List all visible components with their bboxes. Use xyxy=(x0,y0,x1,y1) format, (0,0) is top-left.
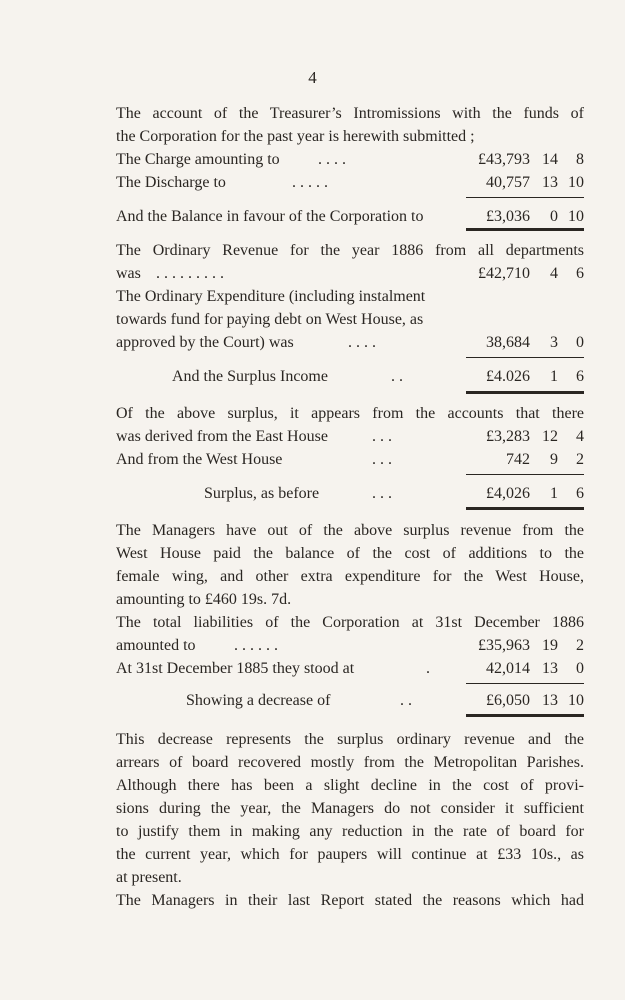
text-line: amounting to £460 19s. 7d. xyxy=(116,591,292,608)
expenditure-pence: 0 xyxy=(576,334,584,351)
charge-pence: 8 xyxy=(576,151,584,168)
charge-row xyxy=(116,149,584,171)
double-rule xyxy=(466,714,584,717)
west-pounds: 742 xyxy=(506,451,530,468)
derived-row xyxy=(116,426,584,448)
surplus-shillings: 1 xyxy=(550,368,558,385)
derived-dots: . . . xyxy=(372,428,392,445)
west-pence: 2 xyxy=(576,451,584,468)
text-line: the Corporation for the past year is herewith submitted ; xyxy=(116,128,475,145)
prior-pounds: 42,014 xyxy=(486,660,530,677)
text-line: The Ordinary Revenue for the year 1886 from all departments xyxy=(116,242,584,259)
surplus2-dots: . . . xyxy=(372,485,392,502)
expenditure-label: approved by the Court) was xyxy=(116,334,294,351)
discharge-shillings: 13 xyxy=(542,174,558,191)
prior-label: At 31st December 1885 they stood at xyxy=(116,660,355,677)
text-line: the current year, which for paupers will continue at £33 10s., as xyxy=(116,846,584,863)
surplus-label: And the Surplus Income xyxy=(172,368,328,385)
derived-pence: 4 xyxy=(576,428,584,445)
charge-label: The Charge amounting to xyxy=(116,151,280,168)
surplus2-row xyxy=(116,483,584,505)
double-rule xyxy=(466,391,584,394)
balance-pounds: £3,036 xyxy=(486,208,530,225)
text-line: The Managers in their last Report stated the reasons which had xyxy=(116,892,584,909)
balance-pence: 10 xyxy=(568,208,584,225)
surplus-pence: 6 xyxy=(576,368,584,385)
text-line: sions during the year, the Managers do not consider it sufficient xyxy=(116,800,584,817)
expenditure-dots: . . . . xyxy=(348,334,376,351)
west-dots: . . . xyxy=(372,451,392,468)
revenue-pence: 6 xyxy=(576,265,584,282)
text-line: to justify them in making any reduction in the rate of board for xyxy=(116,823,584,840)
revenue-pounds: £42,710 xyxy=(478,265,530,282)
liabilities-label: amounted to xyxy=(116,637,196,654)
text-line: Of the above surplus, it appears from the accounts that there xyxy=(116,405,584,422)
sum-rule xyxy=(466,357,584,358)
text-line: This decrease represents the surplus ordinary revenue and the xyxy=(116,731,584,748)
discharge-dots: . . . . . xyxy=(292,174,328,191)
discharge-pence: 10 xyxy=(568,174,584,191)
west-shillings: 9 xyxy=(550,451,558,468)
charge-dots: . . . . xyxy=(318,151,346,168)
charge-pounds: £43,793 xyxy=(478,151,530,168)
text-line: The account of the Treasurer’s Intromissions with the funds of xyxy=(116,105,584,122)
liabilities-pounds: £35,963 xyxy=(478,637,530,654)
decrease-pounds: £6,050 xyxy=(486,692,530,709)
text-line: female wing, and other extra expenditure for the West House, xyxy=(116,568,584,585)
text-line: West House paid the balance of the cost of additions to the xyxy=(116,545,584,562)
balance-shillings: 0 xyxy=(550,208,558,225)
surplus-row xyxy=(116,366,584,388)
surplus2-shillings: 1 xyxy=(550,485,558,502)
decrease-dots: . . xyxy=(400,692,412,709)
balance-label: And the Balance in favour of the Corporation to xyxy=(116,208,424,225)
derived-pounds: £3,283 xyxy=(486,428,530,445)
expenditure-pounds: 38,684 xyxy=(486,334,530,351)
west-row xyxy=(116,449,584,471)
liabilities-dots: . . . . . . xyxy=(234,637,278,654)
text-line: The Ordinary Expenditure (including instalment xyxy=(116,288,426,305)
text-line: arrears of board recovered mostly from the Metropolitan Parishes. xyxy=(116,754,584,771)
double-rule xyxy=(466,507,584,510)
balance-row xyxy=(116,206,584,228)
revenue-dots: . . . . . . . . . xyxy=(156,265,224,282)
prior-dots: . xyxy=(426,660,430,677)
liabilities-pence: 2 xyxy=(576,637,584,654)
surplus2-label: Surplus, as before xyxy=(204,485,320,502)
discharge-pounds: 40,757 xyxy=(486,174,530,191)
west-label: And from the West House xyxy=(116,451,283,468)
prior-shillings: 13 xyxy=(542,660,558,677)
surplus-dots: . . xyxy=(391,368,403,385)
surplus-pounds: £4.026 xyxy=(486,368,530,385)
charge-shillings: 14 xyxy=(542,151,558,168)
revenue-shillings: 4 xyxy=(550,265,558,282)
text-line: towards fund for paying debt on West House, as xyxy=(116,311,424,328)
decrease-pence: 10 xyxy=(568,692,584,709)
decrease-row xyxy=(116,690,584,712)
expenditure-row xyxy=(116,332,584,354)
decrease-shillings: 13 xyxy=(542,692,558,709)
liabilities-row xyxy=(116,635,584,657)
revenue-label: was xyxy=(116,265,141,282)
sum-rule xyxy=(466,197,584,198)
prior-pence: 0 xyxy=(576,660,584,677)
text-line: at present. xyxy=(116,869,182,886)
double-rule xyxy=(466,228,584,231)
discharge-label: The Discharge to xyxy=(116,174,226,191)
liabilities-shillings: 19 xyxy=(542,637,558,654)
surplus2-pounds: £4,026 xyxy=(486,485,530,502)
derived-label: was derived from the East House xyxy=(116,428,328,445)
decrease-label: Showing a decrease of xyxy=(186,692,331,709)
sum-rule xyxy=(466,474,584,475)
text-line: The Managers have out of the above surplus revenue from the xyxy=(116,522,584,539)
text-line: Although there has been a slight decline in the cost of provi- xyxy=(116,777,584,794)
text-line: The total liabilities of the Corporation at 31st December 1886 xyxy=(116,614,584,631)
sum-rule xyxy=(466,683,584,684)
prior-row xyxy=(116,658,584,680)
expenditure-shillings: 3 xyxy=(550,334,558,351)
revenue-row xyxy=(116,263,584,285)
page-number: 4 xyxy=(308,68,317,87)
discharge-row xyxy=(116,172,584,194)
surplus2-pence: 6 xyxy=(576,485,584,502)
derived-shillings: 12 xyxy=(542,428,558,445)
